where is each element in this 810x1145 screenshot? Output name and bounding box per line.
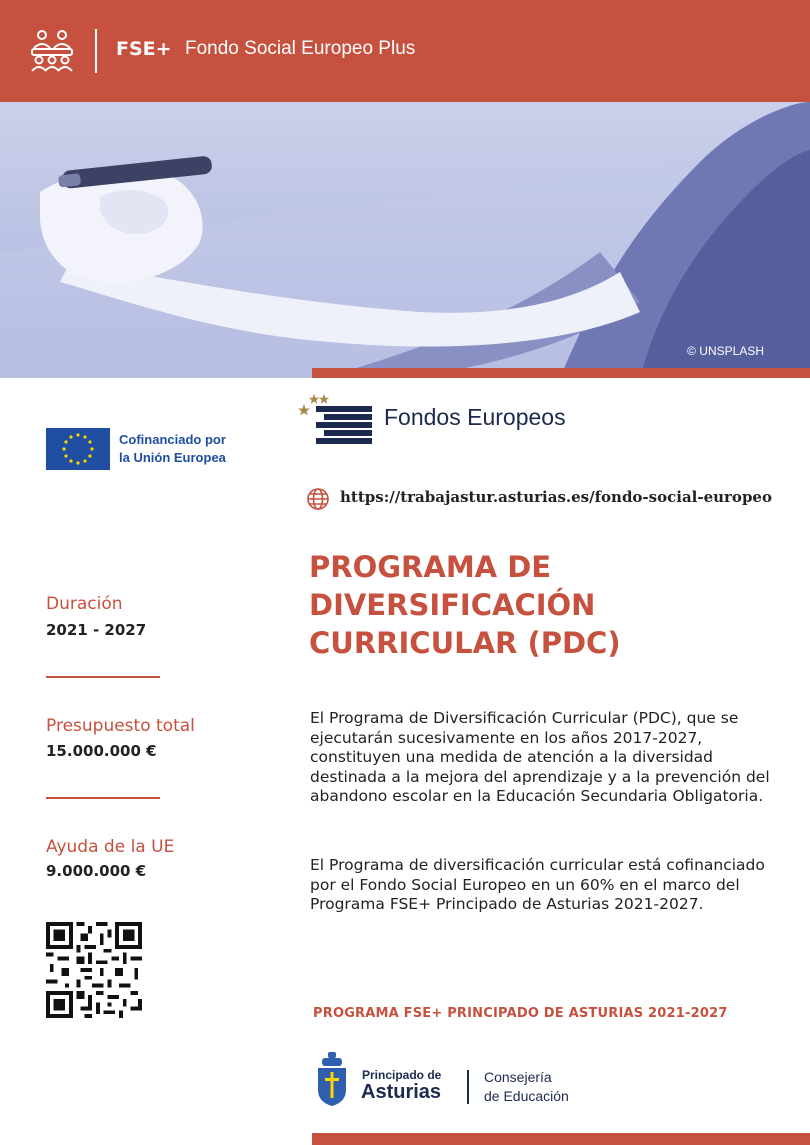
globe-icon [306,487,330,511]
header-bar [0,0,810,102]
asturias-label: Asturias [361,1081,442,1103]
website-link[interactable]: https://trabajastur.asturias.es/fondo-social-europeo [340,488,772,506]
asturias-crest-icon [316,1052,348,1106]
consejeria-label [484,1068,569,1106]
hero-image [0,102,810,378]
footer-accent-bar [312,1133,810,1145]
hero-illustration [0,102,810,378]
fse-short: FSE+ [116,38,172,60]
page-title [309,548,779,662]
description-paragraph-1: El Programa de Diversificación Curricular (PDC), que se ejecutarán sucesivamente en los años 2017-2027, constituyen una medida de atención a la diversidad destinada a la mejora del aprendizaje y a la prevención del abandono escolar en la Educación Secundaria Obligatoria. [310,709,770,805]
people-group-icon [28,28,76,72]
title-line2: DIVERSIFICACIÓN [309,588,596,622]
programa-fse-label: PROGRAMA FSE+ PRINCIPADO DE ASTURIAS 2021-2027 [313,1006,728,1021]
header-divider [95,29,97,73]
eu-aid-label: Ayuda de la UE [46,837,175,857]
stat-separator [46,676,160,678]
budget-label: Presupuesto total [46,716,195,736]
eu-cofinanciado-text [119,431,226,467]
qr-code-icon[interactable] [46,922,142,1018]
duration-label: Duración [46,594,123,614]
description-paragraph-2: El Programa de diversificación curricular está cofinanciado por el Fondo Social Europeo en un 60% en el marco del Programa FSE+ Principado de Asturias 2021-2027. [310,856,765,913]
consejeria-line2: de Educación [484,1088,569,1104]
eu-line2: la Unión Europea [119,450,226,465]
duration-value: 2021 - 2027 [46,621,147,639]
eu-line1: Cofinanciado por [119,432,226,447]
fse-full-name: Fondo Social Europeo Plus [185,38,416,59]
title-line1: PROGRAMA DE [309,550,552,584]
budget-value: 15.000.000 € [46,742,157,760]
title-line3: CURRICULAR (PDC) [309,626,621,660]
stat-separator [46,797,160,799]
photo-credit: © UNSPLASH [687,344,764,358]
eu-aid-value: 9.000.000 € [46,862,147,880]
fondos-europeos-logo-icon [296,390,376,444]
consejeria-line1: Consejería [484,1069,552,1085]
principado-de-label: Principado de [362,1068,442,1082]
fondos-europeos-label: Fondos Europeos [384,404,566,430]
asturias-divider [467,1070,469,1104]
hero-accent-bar [312,368,810,378]
eu-flag-icon [46,428,110,470]
